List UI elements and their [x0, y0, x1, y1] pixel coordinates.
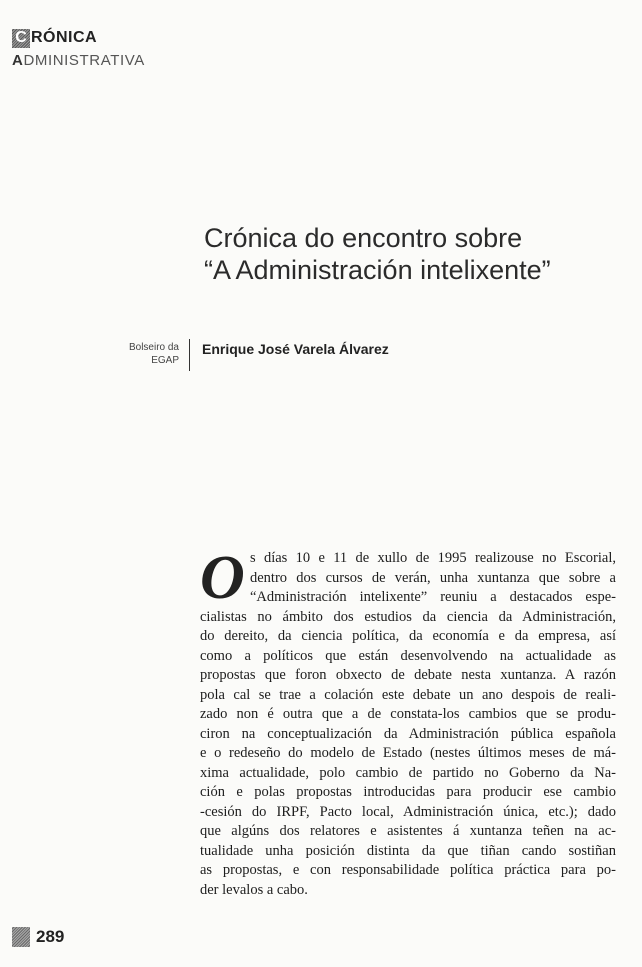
- body-line: do dereito, da ciencia política, da economía e da empresa, así: [200, 628, 616, 644]
- section-title-line1: [12, 26, 145, 50]
- author-name: Enrique José Varela Álvarez: [202, 341, 389, 357]
- author-divider: [189, 339, 190, 371]
- body-line: s días 10 e 11 de xullo de 1995 realizouse no Escorial,: [250, 550, 616, 566]
- section-initial-2: A: [12, 52, 24, 69]
- body-line: ciron na conceptualización da Administración pública española: [200, 725, 616, 742]
- body-line: que algúns dos relatores e asistentes á xuntanza teñen na ac-: [200, 823, 616, 839]
- body-line: dentro dos cursos de verán, unha xuntanza que sobre a: [250, 569, 616, 586]
- section-header: [12, 26, 145, 69]
- page-number-box: [12, 927, 30, 947]
- article-title-line1: Crónica do encontro sobre: [204, 223, 523, 253]
- affiliation-line1: Bolseiro da: [128, 342, 179, 353]
- body-line: cialistas no ámbito dos estudios da ciencia da Administración,: [200, 608, 616, 625]
- body-line: der levalos a cabo.: [200, 881, 308, 898]
- affiliation-line2: EGAP: [151, 355, 179, 366]
- article-title-line2: “A Administración intelixente”: [204, 255, 551, 285]
- section-title-word1: RÓNICA: [31, 29, 98, 46]
- body-line: as propostas, e con responsabilidade política práctica para po-: [200, 862, 616, 878]
- page-number: 289: [36, 927, 65, 946]
- body-line: pola cal se trae a colación este debate un ano despois de reali-: [200, 686, 616, 703]
- article-title: [204, 222, 624, 286]
- section-title-line2: [12, 52, 145, 69]
- drop-cap: O: [200, 544, 245, 612]
- page-footer: [12, 927, 64, 947]
- body-line: zado non é outra que a de constata-los cambios que se produ-: [200, 706, 616, 722]
- body-line: propostas que foron obxecto de debate nesta xuntanza. A razón: [200, 667, 616, 683]
- author-affiliation: [100, 341, 179, 367]
- article-body: [200, 544, 616, 900]
- body-line: xima actualidade, polo cambio de partido no Goberno da Na-: [200, 764, 616, 781]
- body-line: ción e polas propostas introducidas para producir ese cambio: [200, 784, 616, 800]
- body-line: “Administración intelixente” reuniu a destacados espe-: [250, 589, 616, 605]
- body-line: -cesión do IRPF, Pacto local, Administración única, etc.); dado: [200, 803, 616, 820]
- section-initial-box: C: [12, 29, 30, 48]
- body-line: e o redeseño do modelo de Estado (nestes últimos meses de má-: [200, 745, 616, 761]
- body-line: tualidade unha posición distinta da que tiñan cando sostiñan: [200, 842, 616, 859]
- body-line: como a políticos que están desenvolvendo na actualidade as: [200, 647, 616, 664]
- section-title-word2: DMINISTRATIVA: [23, 52, 145, 69]
